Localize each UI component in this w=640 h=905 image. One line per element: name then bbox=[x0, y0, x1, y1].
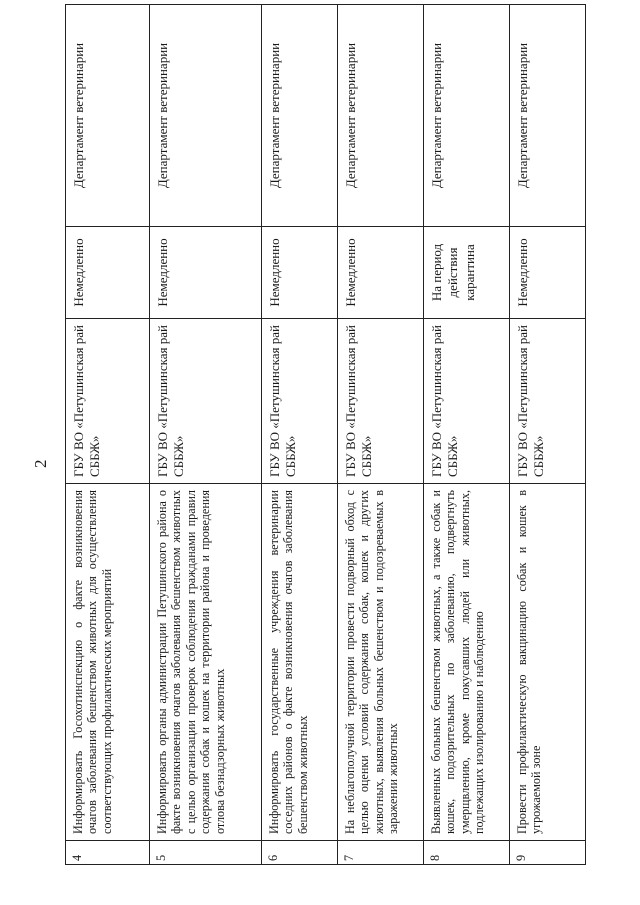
row-number: 7 bbox=[338, 841, 424, 865]
table-row bbox=[150, 5, 262, 865]
row-responsible: Департамент ветеринарии bbox=[510, 5, 586, 227]
row-number: 4 bbox=[66, 841, 150, 865]
row-number: 5 bbox=[150, 841, 262, 865]
row-action: Провести профилактическую вакцинацию собак и кошек в угрожаемой зоне bbox=[510, 484, 586, 841]
row-action: На неблагополучной территории провести подворный обход с целью оценки условий содержания собак, кошек и других животных, выявления больных бешенством и подозреваемых в заражении животных bbox=[338, 484, 424, 841]
row-executor: ГБУ ВО «Петушинская рай СББЖ» bbox=[66, 319, 150, 484]
row-executor: ГБУ ВО «Петушинская рай СББЖ» bbox=[150, 319, 262, 484]
row-responsible: Департамент ветеринарии bbox=[424, 5, 510, 227]
table-row bbox=[424, 5, 510, 865]
row-term: Немедленно bbox=[66, 227, 150, 319]
row-action: Информировать Госохотинспекцию о факте возникновения очагов заболевания бешенством животных для осуществления соответствующих профилактических мероприятий bbox=[66, 484, 150, 841]
row-executor: ГБУ ВО «Петушинская рай СББЖ» bbox=[262, 319, 338, 484]
row-action: Информировать государственные учреждения ветеринарии соседних районов о факте возникновения очагов заболевания бешенством животных bbox=[262, 484, 338, 841]
row-term: Немедленно bbox=[150, 227, 262, 319]
row-number: 9 bbox=[510, 841, 586, 865]
row-action: Выявленных больных бешенством животных, а также собак и кошек, подозрительных по заболеванию, подвергнуть умерщвлению, кроме покусавших людей или животных, подлежащих изолированию и наблюдению bbox=[424, 484, 510, 841]
row-executor: ГБУ ВО «Петушинская рай СББЖ» bbox=[424, 319, 510, 484]
table-row bbox=[338, 5, 424, 865]
row-executor: ГБУ ВО «Петушинская рай СББЖ» bbox=[338, 319, 424, 484]
row-responsible: Департамент ветеринарии bbox=[262, 5, 338, 227]
row-term: Немедленно bbox=[338, 227, 424, 319]
row-number: 8 bbox=[424, 841, 510, 865]
row-responsible: Департамент ветеринарии bbox=[338, 5, 424, 227]
table-row bbox=[66, 5, 150, 865]
table-row bbox=[510, 5, 586, 865]
row-responsible: Департамент ветеринарии bbox=[66, 5, 150, 227]
row-executor: ГБУ ВО «Петушинская рай СББЖ» bbox=[510, 319, 586, 484]
row-term: Немедленно bbox=[510, 227, 586, 319]
row-responsible: Департамент ветеринарии bbox=[150, 5, 262, 227]
row-number: 6 bbox=[262, 841, 338, 865]
row-action: Информировать органы администрации Петушинского района о факте возникновения очагов заболевания бешенством животных с целью организации проверок соблюдения гражданами правил содержания собак и кошек на территории района и проведения отлова безнадзорных животных bbox=[150, 484, 262, 841]
measures-table bbox=[65, 4, 586, 865]
rotated-page-content bbox=[65, 5, 585, 865]
row-term: Немедленно bbox=[262, 227, 338, 319]
page-number: 2 bbox=[31, 459, 50, 468]
table-row bbox=[262, 5, 338, 865]
row-term: На период действия карантина bbox=[424, 227, 510, 319]
